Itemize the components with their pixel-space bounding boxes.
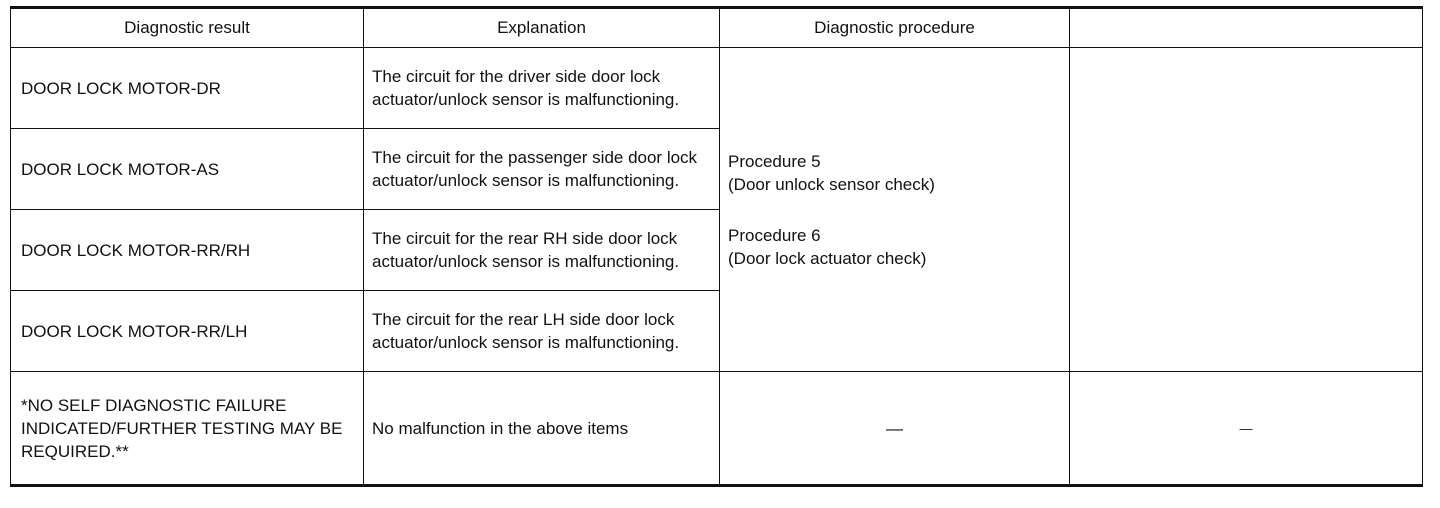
result-cell: DOOR LOCK MOTOR-RR/LH [11, 291, 364, 372]
explanation-cell: No malfunction in the above items [364, 372, 720, 486]
header-diagnostic-procedure: Diagnostic procedure [720, 8, 1070, 48]
procedure-5-desc: (Door unlock sensor check) [728, 174, 935, 194]
diagnostic-table-wrapper [10, 6, 1422, 487]
header-explanation: Explanation [364, 8, 720, 48]
explanation-cell: The circuit for the driver side door lock actuator/unlock sensor is malfunctioning. [364, 48, 720, 129]
extra-cell [1070, 372, 1423, 486]
result-cell: DOOR LOCK MOTOR-AS [11, 129, 364, 210]
result-cell: DOOR LOCK MOTOR-RR/RH [11, 210, 364, 291]
result-cell: DOOR LOCK MOTOR-DR [11, 48, 364, 129]
extra-dash: — [1239, 420, 1253, 436]
header-diagnostic-result: Diagnostic result [11, 8, 364, 48]
explanation-cell: The circuit for the passenger side door lock actuator/unlock sensor is malfunctioning. [364, 129, 720, 210]
result-cell: *NO SELF DIAGNOSTIC FAILURE INDICATED/FURTHER TESTING MAY BE REQUIRED.** [11, 372, 364, 486]
explanation-cell: The circuit for the rear RH side door lock actuator/unlock sensor is malfunctioning. [364, 210, 720, 291]
table-row-no-failure [11, 372, 1423, 486]
procedure-6-desc: (Door lock actuator check) [728, 248, 927, 268]
procedure-5-title: Procedure 5 [728, 151, 821, 171]
procedure-6-title: Procedure 6 [728, 225, 821, 245]
header-row [11, 8, 1423, 48]
diagnostic-table [10, 6, 1423, 487]
procedure-cell [720, 48, 1070, 372]
procedure-dash: — [886, 418, 903, 438]
header-blank [1070, 8, 1423, 48]
explanation-cell: The circuit for the rear LH side door lock actuator/unlock sensor is malfunctioning. [364, 291, 720, 372]
extra-cell-blank [1070, 48, 1423, 372]
table-row [11, 48, 1423, 129]
procedure-cell [720, 372, 1070, 486]
